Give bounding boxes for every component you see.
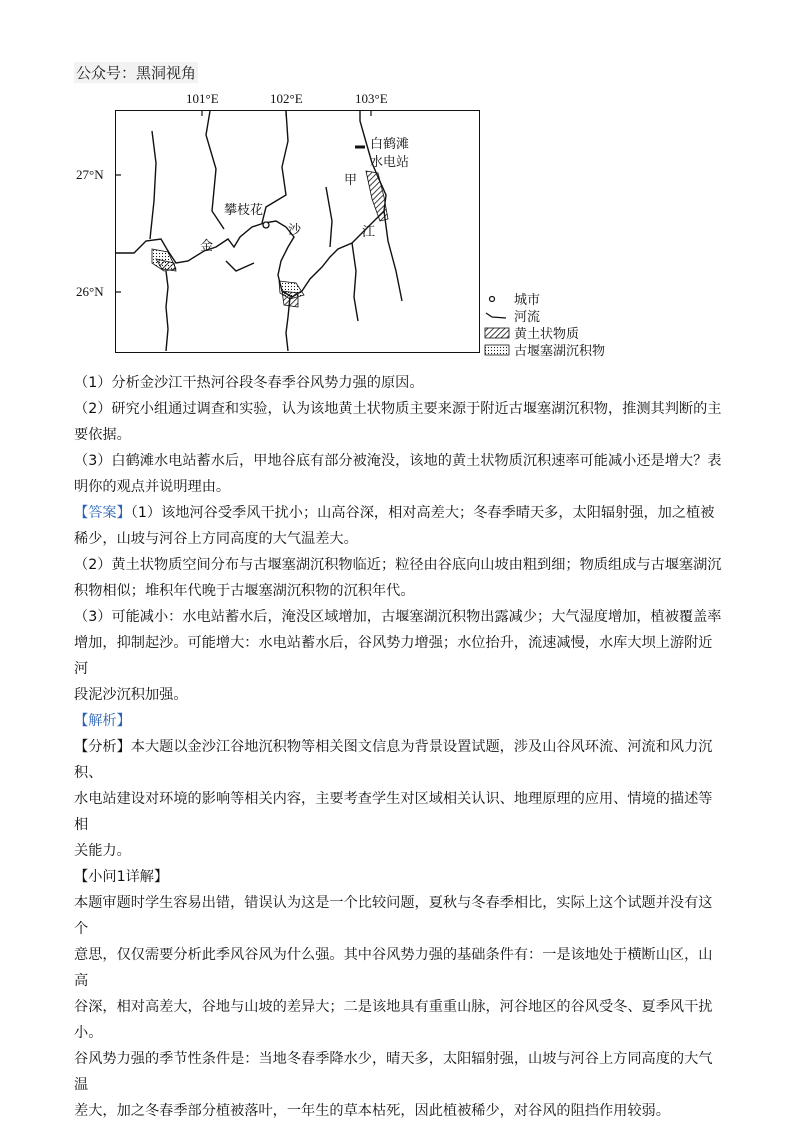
question-line: 明你的观点并说明理由。 [74,479,231,495]
answer-line: （3）可能减小：水电站蓄水后，淹没区域增加，古堰塞湖沉积物出露减少；大气湿度增加，植被覆盖率 [74,609,722,625]
legend-label: 黄土状物质 [514,327,580,342]
question-line: （3）白鹤滩水电站蓄水后，甲地谷底有部分被淹没，该地的黄土状物质沉积速率可能减小还是增大？表 [74,453,722,469]
answer-line: （2）黄土状物质空间分布与古堰塞湖沉积物临近；粒径由谷底向山坡由粗到细；物质组成与古堰塞湖沉 [74,557,722,573]
map-frame [115,110,480,353]
legend-item [484,307,605,324]
analysis-line: 水电站建设对环境的影响等相关内容，主要考查学生对区域相关认识、地理原理的应用、情境的描述等相 [74,791,713,833]
answer-tag: 【答案】 [74,505,131,521]
answer-line: 增加，抑制起沙。可能增大：水电站蓄水后，谷风势力增强；水位抬升，流速减慢，水库大坝上游附近河 [74,635,713,677]
watermark: 公众号：黑洞视角 [76,64,197,82]
legend-item [484,341,605,358]
question-line: （1）分析金沙江干热河谷段冬春季谷风势力强的原因。 [74,375,424,391]
river-label-jiang: 江 [362,225,376,240]
analysis-line: 谷风势力强的季节性条件是：当地冬春季降水少，晴天多，太阳辐射强，山坡与河谷上方同高度的大气温 [74,1051,713,1093]
legend-item [484,324,605,341]
analysis-line: 本题审题时学生容易出错，错误认为这是一个比较问题，夏秋与冬春季相比，实际上这个试题并没有这个 [74,895,713,937]
latitude-label: 27°N [76,167,104,182]
legend-label: 城市 [514,293,541,308]
river-label-sha: 沙 [288,223,302,238]
longitude-label: 103°E [355,91,388,106]
answer-line: 积物相似；堆积年代晚于古堰塞湖沉积物的沉积年代。 [74,583,415,599]
analysis-line: 差大，加之冬春季部分植被落叶，一年生的草本枯死，因此植被稀少，对谷风的阻挡作用较弱。 [74,1103,670,1119]
answer-line: 稀少，山坡与河谷上方同高度的大气温差大。 [74,531,358,547]
answer-text: （1）该地河谷受季风干扰小；山高谷深，相对高差大；冬春季晴天多，太阳辐射强，加之植被 [130,505,715,521]
question-line: 要依据。 [74,427,131,443]
longitude-label: 102°E [270,91,303,106]
document-body [74,370,726,1124]
map-legend [484,290,605,358]
question-line: （2）研究小组通过调查和实验，认为该地黄土状物质主要来源于附近古堰塞湖沉积物，推测其判断的主 [74,401,722,417]
city-label: 攀枝花 [224,203,264,218]
answer-line: 段泥沙沉积加强。 [74,687,188,703]
analysis-line: 谷深，相对高差大，谷地与山坡的差异大；二是该地具有重重山脉，河谷地区的谷风受冬、夏季风干扰小。 [74,999,713,1041]
jia-label: 甲 [344,173,358,188]
longitude-label: 101°E [186,91,219,106]
latitude-label: 26°N [76,284,104,299]
analysis-line: 【分析】本大题以金沙江谷地沉积物等相关图文信息为背景设置试题，涉及山谷风环流、河流和风力沉积、 [74,739,713,781]
station-label: 水电站 [370,155,410,170]
legend-label: 河流 [514,310,541,325]
legend-label: 古堰塞湖沉积物 [514,344,606,359]
analysis-line: 意思，仅仅需要分析此季风谷风为什么强。其中谷风势力强的基础条件有：一是该地处于横断山区，山高 [74,947,713,989]
analysis-line: 关能力。 [74,843,131,859]
answer-line [74,500,726,526]
river-label-jin: 金 [200,239,214,254]
city-marker [263,222,269,228]
analysis-line: 【小问1详解】 [74,869,169,885]
legend-item [484,290,605,307]
station-label: 白鹤滩 [370,137,410,152]
analysis-tag: 【解析】 [74,713,131,729]
